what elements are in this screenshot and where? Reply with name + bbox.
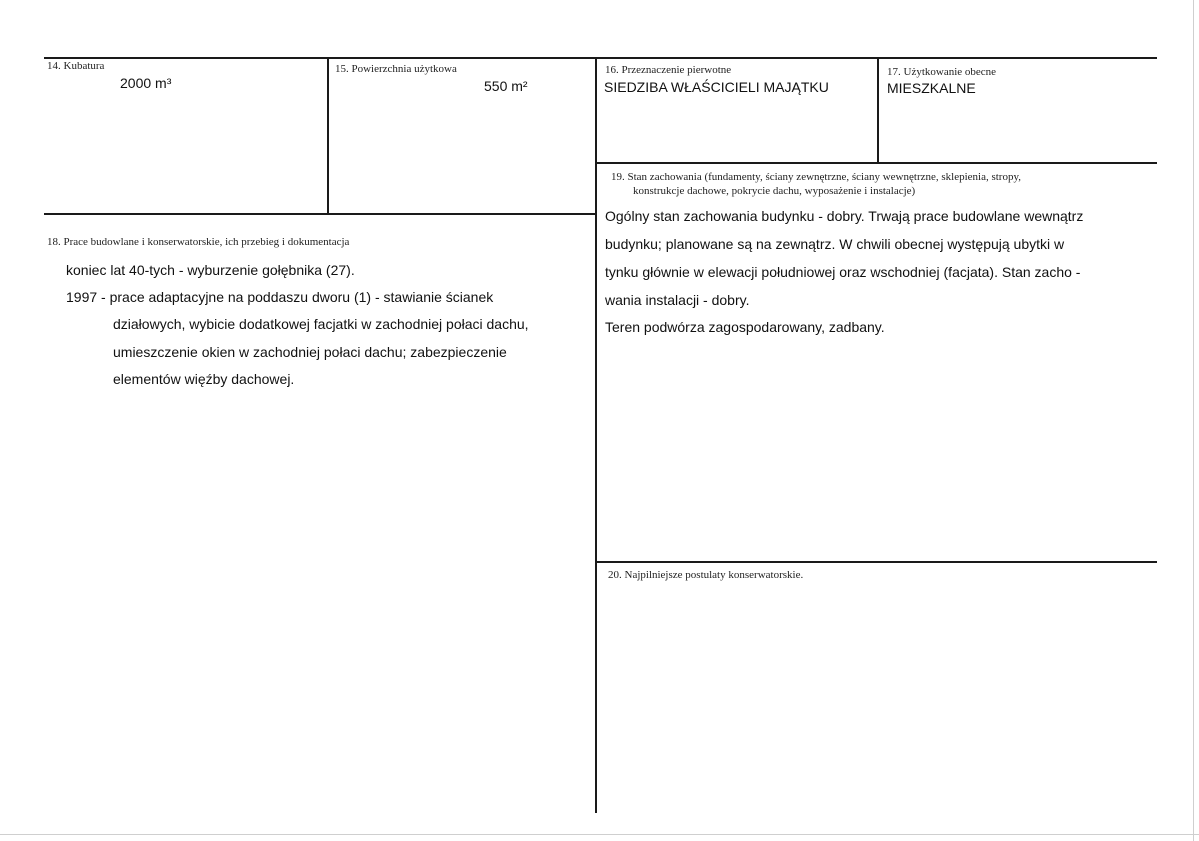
row-divider-18 bbox=[44, 213, 597, 215]
prace-line-2: 1997 - prace adaptacyjne na poddaszu dworu (1) - stawianie ścianek bbox=[66, 289, 494, 305]
powierzchnia-value: 550 m² bbox=[484, 78, 528, 94]
row-divider-20 bbox=[595, 561, 1157, 563]
stan-line-4: wania instalacji - dobry. bbox=[605, 292, 750, 308]
uzytkowanie-value: MIESZKALNE bbox=[887, 80, 976, 96]
stan-line-3: tynku głównie w elewacji południowej oraz wschodniej (facjata). Stan zacho - bbox=[605, 264, 1081, 280]
scan-edge-bottom bbox=[0, 834, 1199, 835]
przeznaczenie-value: SIEDZIBA WŁAŚCICIELI MAJĄTKU bbox=[604, 79, 829, 95]
stan-line-2: budynku; planowane są na zewnątrz. W chwili obecnej występują ubytki w bbox=[605, 236, 1065, 252]
kubatura-label: 14. Kubatura bbox=[47, 60, 105, 72]
przeznaczenie-label: 16. Przeznaczenie pierwotne bbox=[605, 64, 732, 76]
prace-line-5: elementów więźby dachowej. bbox=[113, 371, 295, 387]
powierzchnia-label: 15. Powierzchnia użytkowa bbox=[335, 63, 457, 75]
uzytkowanie-label: 17. Użytkowanie obecne bbox=[887, 66, 997, 78]
prace-line-3: działowych, wybicie dodatkowej facjatki w zachodniej połaci dachu, bbox=[113, 316, 529, 332]
row-divider-19 bbox=[595, 162, 1157, 164]
stan-label-line-2: konstrukcje dachowe, pokrycie dachu, wyposażenie i instalacje) bbox=[633, 185, 916, 197]
divider-14-15 bbox=[327, 57, 329, 215]
prace-label: 18. Prace budowlane i konserwatorskie, ich przebieg i dokumentacja bbox=[47, 236, 350, 248]
divider-15-16 bbox=[595, 57, 597, 813]
stan-line-1: Ogólny stan zachowania budynku - dobry. Trwają prace budowlane wewnątrz bbox=[605, 208, 1084, 224]
stan-label-line-1: 19. Stan zachowania (fundamenty, ściany zewnętrzne, ściany wewnętrzne, sklepienia, stropy, bbox=[611, 171, 1022, 183]
divider-16-17 bbox=[877, 57, 879, 163]
scan-edge-right bbox=[1193, 0, 1194, 841]
postulaty-label: 20. Najpilniejsze postulaty konserwatorskie. bbox=[608, 569, 804, 581]
kubatura-value: 2000 m³ bbox=[120, 75, 172, 91]
stan-line-5: Teren podwórza zagospodarowany, zadbany. bbox=[605, 319, 885, 335]
prace-line-4: umieszczenie okien w zachodniej połaci dachu; zabezpieczenie bbox=[113, 344, 507, 360]
prace-line-1: koniec lat 40-tych - wyburzenie gołębnika (27). bbox=[66, 262, 355, 278]
top-border bbox=[44, 57, 1157, 59]
